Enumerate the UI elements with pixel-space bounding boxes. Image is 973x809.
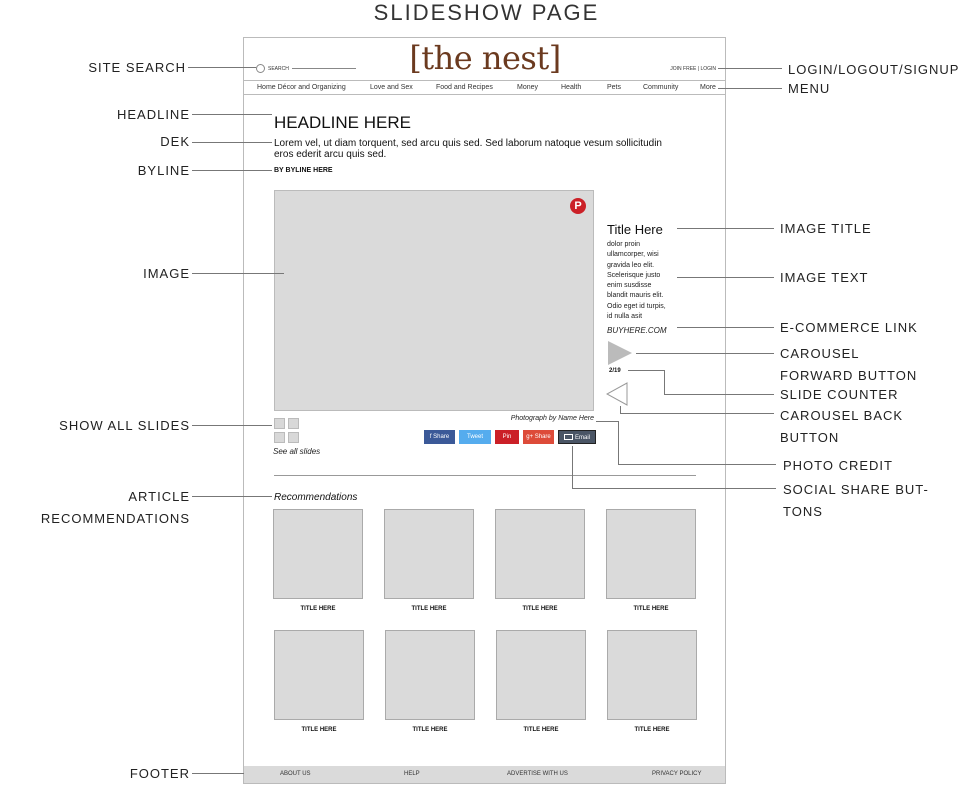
annotation-show-all-slides: SHOW ALL SLIDES (59, 418, 190, 433)
slide-counter: 2/19 (609, 368, 621, 374)
menu-item-love[interactable]: Love and Sex (370, 84, 413, 91)
image-text-line: ullamcorper, wisi (607, 251, 659, 259)
annotation-social-share-cont: TONS (783, 504, 823, 519)
carousel-back-icon[interactable] (606, 382, 628, 406)
annotation-carousel: CAROUSEL (780, 346, 860, 361)
recommendation-title[interactable]: TITLE HERE (300, 606, 336, 612)
pinterest-share-button[interactable]: Pin (495, 430, 519, 444)
email-icon (564, 434, 573, 440)
footer-advertise-link[interactable]: ADVERTISE WITH US (507, 771, 568, 777)
recommendation-image[interactable] (273, 509, 363, 599)
recommendations-title: Recommendations (274, 492, 358, 503)
leader-line (677, 327, 774, 328)
image-text-line: id nulla asit (607, 313, 643, 321)
site-logo[interactable]: [the nest] (409, 39, 561, 77)
leader-line (192, 170, 272, 171)
pinterest-icon[interactable]: P (570, 198, 586, 214)
annotation-back-button: BUTTON (780, 430, 840, 445)
byline: BY BYLINE HERE (274, 167, 333, 174)
menu-item-food[interactable]: Food and Recipes (436, 84, 493, 91)
leader-line (677, 228, 774, 229)
image-text-line: Odio eget id turpis, (607, 302, 666, 310)
annotation-recommendations: RECOMMENDATIONS (40, 511, 190, 526)
footer-help-link[interactable]: HELP (404, 771, 420, 777)
google-share-button[interactable]: g+ Share (523, 430, 554, 444)
annotation-forward-button: FORWARD BUTTON (780, 368, 918, 383)
facebook-share-button[interactable]: f Share (424, 430, 455, 444)
annotation-social-share: SOCIAL SHARE BUT- (783, 482, 929, 497)
recommendation-title[interactable]: TITLE HERE (633, 606, 669, 612)
image-text-line: blandit mauris elit. (607, 292, 664, 300)
search-input[interactable]: SEARCH (268, 66, 289, 72)
menu-item-money[interactable]: Money (517, 84, 539, 91)
annotation-carousel-back: CAROUSEL BACK (780, 408, 904, 423)
leader-line (188, 67, 256, 68)
show-all-thumbnail[interactable] (288, 418, 299, 429)
leader-line (192, 273, 284, 274)
search-underline (292, 68, 356, 69)
show-all-thumbnail[interactable] (274, 432, 285, 443)
show-all-thumbnail[interactable] (274, 418, 285, 429)
dek: Lorem vel, ut diam torquent, sed arcu quis sed. Sed laborum natoque vesum sollicitudin eros ederit arcu quis sed. (274, 138, 662, 160)
leader-line (718, 88, 782, 89)
twitter-share-button[interactable]: Tweet (459, 430, 491, 444)
annotation-dek: DEK (160, 134, 190, 149)
search-icon[interactable] (256, 64, 265, 73)
annotation-article: ARTICLE (128, 489, 190, 504)
annotation-byline: BYLINE (137, 163, 190, 178)
leader-line (620, 413, 774, 414)
recommendation-title[interactable]: TITLE HERE (523, 727, 559, 733)
image-title: Title Here (607, 222, 663, 237)
section-divider (274, 475, 696, 476)
headline: HEADLINE HERE (274, 113, 411, 132)
carousel-forward-icon[interactable] (608, 341, 632, 365)
leader-line (596, 421, 618, 422)
leader-line (628, 370, 664, 371)
annotation-login-signup: LOGIN/LOGOUT/SIGNUP (788, 62, 960, 77)
email-share-button[interactable] (558, 430, 596, 444)
recommendation-image[interactable] (274, 630, 364, 720)
leader-line (192, 142, 272, 143)
show-all-thumbnail[interactable] (288, 432, 299, 443)
ecommerce-link[interactable]: BUYHERE.COM (607, 326, 667, 335)
annotation-ecommerce-link: E-COMMERCE LINK (780, 320, 918, 335)
annotation-image: IMAGE (143, 266, 190, 281)
leader-line (636, 353, 774, 354)
recommendation-title[interactable]: TITLE HERE (411, 606, 447, 612)
leader-line (192, 496, 272, 497)
leader-line (572, 446, 573, 488)
menu-item-health[interactable]: Health (561, 84, 582, 91)
leader-line (192, 114, 272, 115)
page-title: SLIDESHOW PAGE (373, 0, 600, 25)
annotation-site-search: SITE SEARCH (88, 60, 186, 75)
leader-line (664, 394, 774, 395)
image-text (607, 240, 679, 322)
leader-line (192, 425, 272, 426)
recommendation-image[interactable] (496, 630, 586, 720)
join-login-links[interactable]: JOIN FREE | LOGIN (670, 66, 716, 72)
menu-item-community[interactable]: Community (643, 84, 679, 91)
recommendation-title[interactable]: TITLE HERE (522, 606, 558, 612)
leader-line (620, 406, 621, 413)
annotation-slide-counter: SLIDE COUNTER (780, 387, 899, 402)
email-share-label: Email (574, 435, 590, 441)
annotation-image-text: IMAGE TEXT (780, 270, 869, 285)
leader-line (618, 464, 776, 465)
image-text-line: enim susdisse (607, 282, 652, 290)
footer-about-link[interactable]: ABOUT US (280, 771, 311, 777)
leader-line (618, 421, 619, 464)
recommendation-title[interactable]: TITLE HERE (412, 727, 448, 733)
image-text-line: gravida leo elit. (607, 261, 655, 269)
recommendation-title[interactable]: TITLE HERE (634, 727, 670, 733)
menu-item-pets[interactable]: Pets (607, 84, 622, 91)
image-text-line: dolor proin (607, 241, 641, 248)
recommendation-image[interactable] (606, 509, 696, 599)
recommendation-image[interactable] (384, 509, 474, 599)
footer-privacy-link[interactable]: PRIVACY POLICY (652, 771, 702, 777)
annotation-menu: MENU (788, 81, 831, 96)
annotation-footer: FOOTER (129, 766, 190, 781)
leader-line (677, 277, 774, 278)
menu-item-more[interactable]: More (700, 84, 716, 91)
see-all-slides-link[interactable]: See all slides (273, 447, 321, 456)
recommendation-image[interactable] (607, 630, 697, 720)
leader-line (572, 488, 776, 489)
recommendation-image[interactable] (385, 630, 475, 720)
recommendation-image[interactable] (495, 509, 585, 599)
annotation-photo-credit: PHOTO CREDIT (783, 458, 893, 473)
leader-line (664, 370, 665, 394)
recommendation-title[interactable]: TITLE HERE (301, 727, 337, 733)
annotation-image-title: IMAGE TITLE (780, 221, 872, 236)
photo-credit: Photograph by Name Here (510, 415, 594, 422)
leader-line (718, 68, 782, 69)
image-text-line: Scelerisque justo (607, 271, 661, 279)
slide-image (274, 190, 594, 411)
leader-line (192, 773, 244, 774)
annotation-headline: HEADLINE (116, 107, 190, 122)
menu-item-home-decor[interactable]: Home Décor and Organizing (257, 84, 346, 91)
